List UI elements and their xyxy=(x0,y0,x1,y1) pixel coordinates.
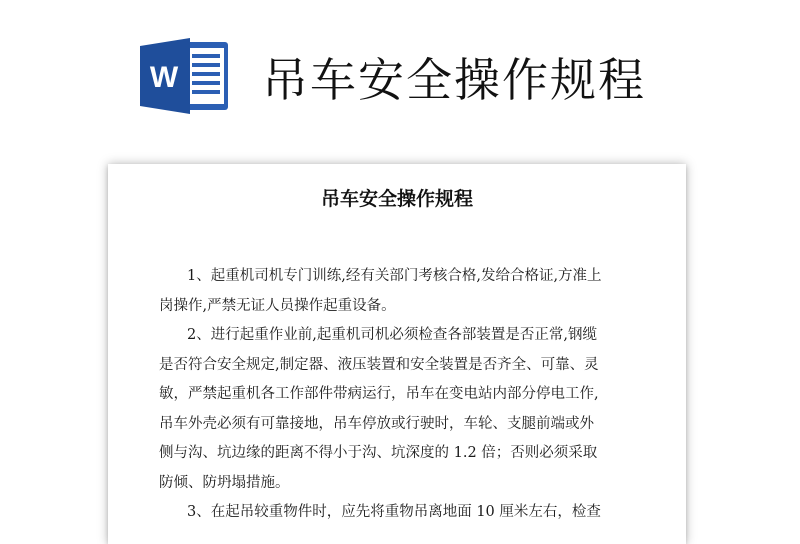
text-line: 3、在起吊较重物件时，应先将重物吊离地面 10 厘米左右，检查 xyxy=(187,504,601,520)
banner-title: 吊车安全操作规程 xyxy=(262,53,646,107)
paragraph-3 xyxy=(159,498,639,528)
text-line: 是否符合安全规定,制定器、液压装置和安全装置是否齐全、可靠、灵 xyxy=(159,356,599,373)
text-line: 2、进行起重作业前,起重机司机必须检查各部装置是否正常,钢缆 xyxy=(187,327,597,343)
word-icon-letter: W xyxy=(149,61,179,94)
text-line: 侧与沟、坑边缘的距离不得小于沟、坑深度的 1.2 倍；否则必须采取 xyxy=(159,445,598,461)
text-line: 1、起重机司机专门训练,经有关部门考核合格,发给合格证,方准上 xyxy=(187,268,602,284)
text-line: 防倾、防坍塌措施。 xyxy=(159,474,290,491)
header-banner xyxy=(0,0,800,150)
document-body xyxy=(159,262,639,528)
document-title: 吊车安全操作规程 xyxy=(320,188,473,210)
word-icon xyxy=(140,36,232,116)
text-line: 岗操作,严禁无证人员操作起重设备。 xyxy=(159,297,396,314)
text-line: 吊车外壳必须有可靠接地，吊车停放或行驶时，车轮、支腿前端或外 xyxy=(159,415,594,432)
paragraph-1 xyxy=(159,262,639,321)
text-line: 敏，严禁起重机各工作部件带病运行，吊车在变电站内部分停电工作, xyxy=(159,386,599,402)
paragraph-2 xyxy=(159,321,639,498)
